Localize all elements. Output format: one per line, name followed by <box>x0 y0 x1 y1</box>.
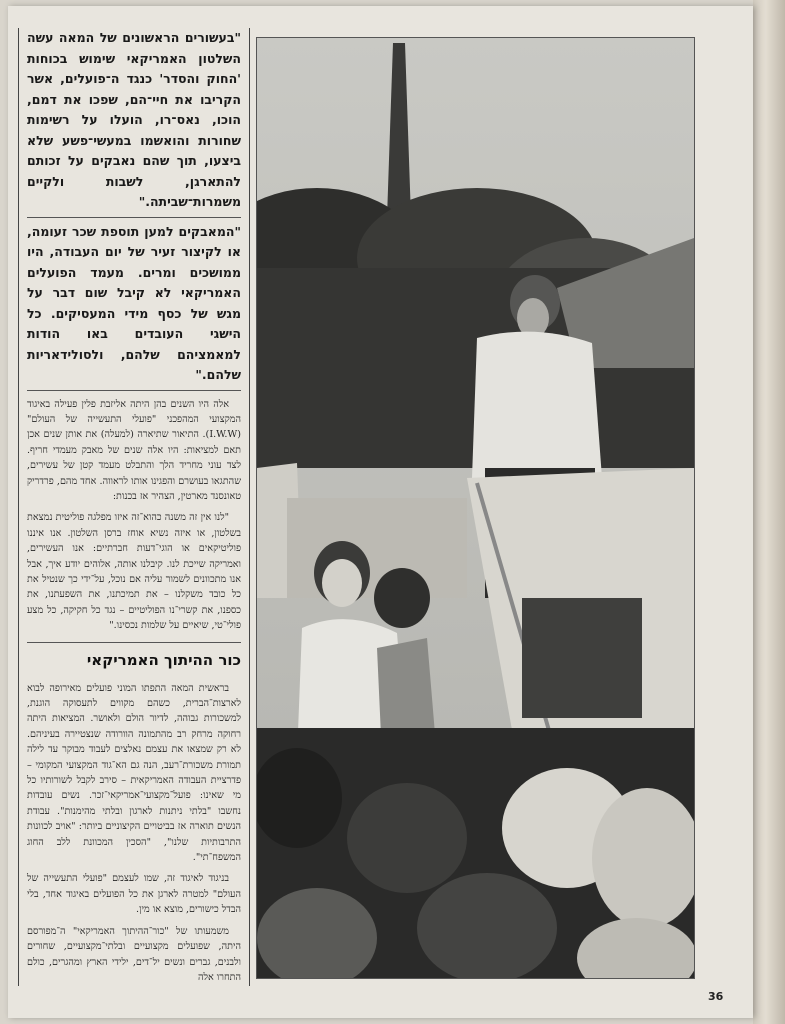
speaker-blouse-shape <box>472 332 602 478</box>
page-number: 36 <box>708 990 724 1003</box>
pull-quote-1: "בעשורים הראשונים של המאה עשה השלטון האמריקאי שימוש בכוחות 'החוק והסדר' כנגד ה־פועלים, אשר הקריבו את חיי־הם, שפכו את דמם, הוכו, נאס־רו, הועלו על רשימות שחורות והואשמו במעשי־פשע שלא ביצעו, תוך שהם נאבקים על זכותם להתארגן, לשבות ולקיים משמרות־שביתה." <box>27 28 241 218</box>
body-paragraph: אלה היו השנים בהן היתה אליזבת פלין פעילה באיגוד המקצועי המהפכני "פועלי התעשייה של העולם" (I.W.W). התיאור שתיארה (למעלה) את אותן שנים אכן תאם למציאות: היו אלה שנים של מאבק מעמדי חריף. לצד עוני מחריד הלך והתבלט מעמד קטן של עשירים, שהתגאו בעושרם והפגינו אותו לראווה. אחד מהם, פרדריק טאונסנד מארטין, הצהיר אז בכנות: <box>27 398 241 502</box>
body-paragraph: משמעותו של "כור־ההיתוך האמריקאי" ה־מפורסם היתה, שפועלים מקצועיים ובלתי־מקצועיים, שחורים ולבנים, גברים ונשים יל־דים, ילידי הארץ ומהגרים, כולם התחרו אלה <box>27 925 241 983</box>
historical-rally-photo <box>256 37 695 979</box>
section-heading: כור ההיתוך האמריקאי <box>27 642 241 675</box>
body-paragraph: "לנו אין זה משנה כהוא־זה איזו מפלגה פוליטית נמצאת בשלטון, או איזה נשיא אוחז ברסן השלטון. אנו איננו פוליטיקאים או הוגי־דעות חברתיים: אנו העשירים, ואמריקה שייכת לנו. קיבלנו אותה, אלוהים יודע איך, אבל אנו מתכוונים לשמור עליה אם נוכל, על־ידי כך שנטיל את כל כובד משקלנו – את תמיכתנו, את השפעתנו, את כספנו, את קשרי־נו הפוליטיים – נגד כל חקיקה, כל מצע פולי־טי, שיאיים על שלמות נכסינו." <box>27 512 241 632</box>
body-paragraph: בראשית המאה התפתו המוני פועלים מאירופה לבוא לארצות־הברית, כשהם מקווים לתעסוקה הוגנת, למשכורות גבוהה, לדיור הולם ולאושר. המציאות היתה רחוקה מרחק רב מהתמונה הוורודה שנצטיירה בעיניהם. לא רק שמצאו את עצמם נאלצים לעבוד מבוקר עד לילה תמורת משכורת־רעב, הנה גם הא־גוד המקצועי המקומי – פדרציית העבודה האמריקאית – סירב לקבל לשורותיו כל מי שאינו: פועל־מקצועי־אמריקאי־זכר. נשים עובדות נחשבו "בלתי ניתנות לארגון ובלתי מהימנות". עבודת הנשים תוארה אז בביטויים הקיצוניים ביותר: "אויב לכוונות התרבותיות שלנו", "הסכין המכוונת ללב החוג המשפח־תי". <box>27 682 241 864</box>
pull-quote-2: "המאבקים למען תוספת שכר זעומה, או לקיצור זעיר של יום העבודה, היו ממושכים ומרים. מעמד הפועלים האמריקאי לא קיבל שום דבר על מגש של כסף מידי המעסיקים. כל הישגי העובדים באו הודות למאמציהם שלהם, ולסולידאריות שלהם." <box>27 222 241 391</box>
book-spine <box>753 0 785 1024</box>
article-text-column <box>18 28 250 986</box>
photo-illustration <box>257 38 694 978</box>
body-paragraph: בניגוד לאיגוד זה, שמו לעצמם "פועלי התעשייה של העולם" למטרה לארגן את כל הפועלים באיגוד אחד, בלי הבדל כישורים, מוצא או מין. <box>27 873 241 916</box>
